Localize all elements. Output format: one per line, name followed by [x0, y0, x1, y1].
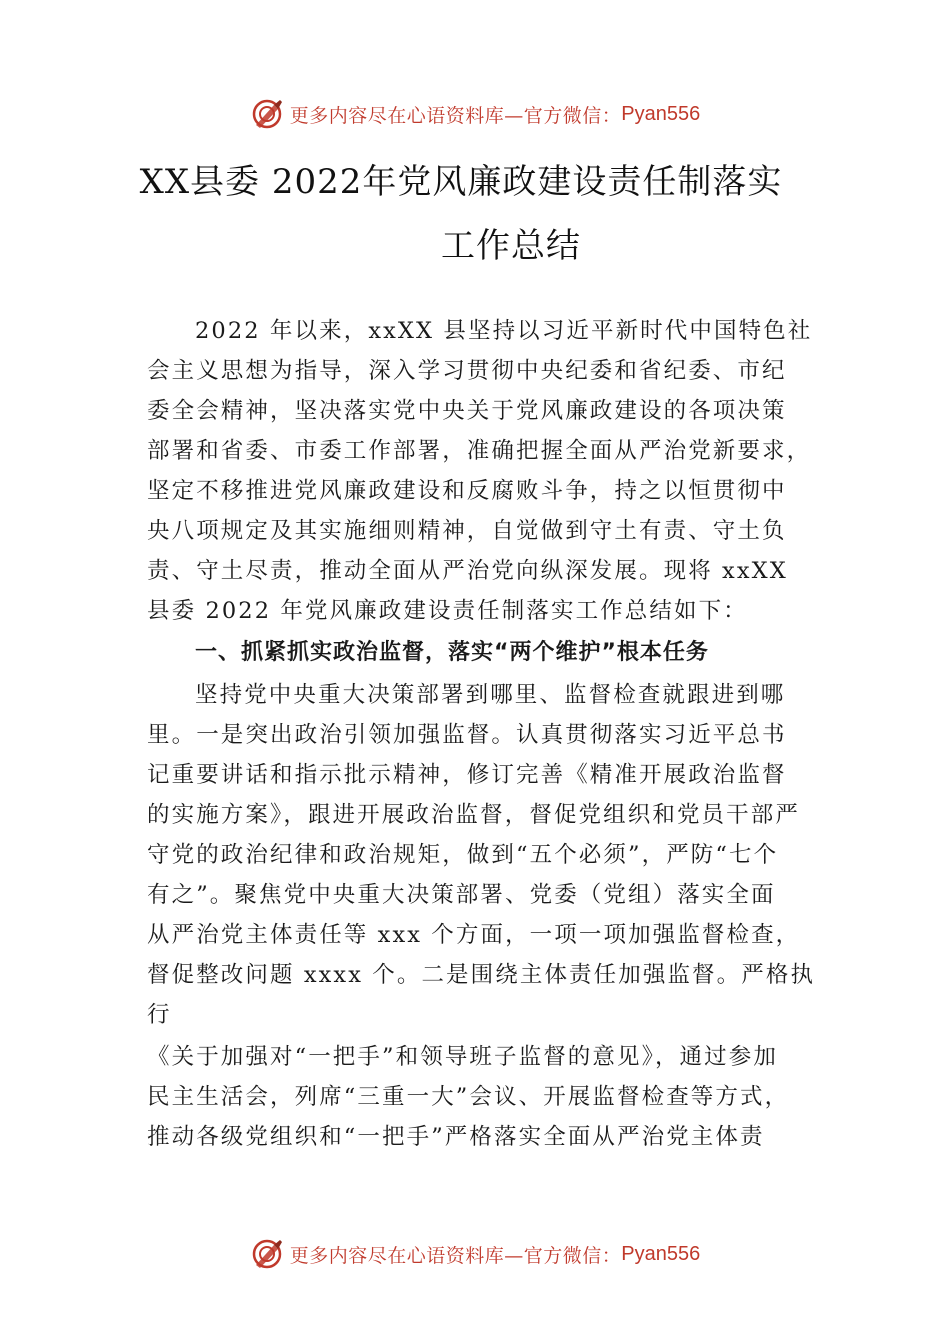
heading-text: 一、抓紧抓实政治监督，落实“两个维护”根本任务 [195, 640, 709, 665]
text-line: 督促整改问题 xxxx 个。二是围绕主体责任加强监督。严格执 [147, 962, 816, 988]
watermark-text: 更多内容尽在心语资料库—官方微信： [289, 1244, 622, 1267]
wechat-id: Pyan556 [621, 1242, 701, 1265]
text-line: 守党的政治纪律和政治规矩，做到“五个必须”，严防“七个 [147, 842, 779, 868]
footer-watermark [0, 1234, 950, 1274]
text-line: 的实施方案》，跟进开展政治监督，督促党组织和党员干部严 [147, 802, 800, 828]
text-line: 从严治党主体责任等 xxx 个方面，一项一项加强监督检查， [147, 922, 801, 948]
header-watermark [0, 94, 950, 134]
text-line: 县委 2022 年党风廉政建设责任制落实工作总结如下： [147, 598, 748, 624]
text-line: 会主义思想为指导，深入学习贯彻中央纪委和省纪委、市纪 [147, 358, 787, 384]
document-title-line1: XX县委 2022年党风廉政建设责任制落实 [139, 162, 783, 202]
pen-logo-icon [250, 1237, 284, 1271]
text-line: 民主生活会，列席“三重一大”会议、开展监督检查等方式， [147, 1084, 790, 1110]
watermark-text: 更多内容尽在心语资料库—官方微信： [289, 104, 622, 127]
text-line: 记重要讲话和指示批示精神，修订完善《精准开展政治监督 [147, 762, 787, 788]
text-line: 部署和省委、市委工作部署，准确把握全面从严治党新要求， [147, 438, 812, 464]
pen-logo-icon [250, 97, 284, 131]
text-line: 2022 年以来，xxXX 县坚持以习近平新时代中国特色社 [195, 318, 813, 344]
text-line: 责、守土尽责，推动全面从严治党向纵深发展。现将 xxXX [147, 558, 788, 584]
text-line: 坚持党中央重大决策部署到哪里、监督检查就跟进到哪 [195, 682, 786, 708]
text-line: 央八项规定及其实施细则精神，自觉做到守土有责、守土负 [147, 518, 787, 544]
text-line: 推动各级党组织和“一把手”严格落实全面从严治党主体责 [147, 1124, 765, 1150]
text-line: 委全会精神，坚决落实党中央关于党风廉政建设的各项决策 [147, 398, 787, 424]
text-line: 里。一是突出政治引领加强监督。认真贯彻落实习近平总书 [147, 722, 787, 748]
wechat-id: Pyan556 [621, 102, 701, 125]
text-line: 行 [147, 1002, 172, 1028]
text-line: 《关于加强对“一把手”和领导班子监督的意见》，通过参加 [147, 1044, 778, 1070]
document-title-line2: 工作总结 [441, 226, 581, 266]
text-line: 坚定不移推进党风廉政建设和反腐败斗争，持之以恒贯彻中 [147, 478, 787, 504]
text-line: 有之”。聚焦党中央重大决策部署、党委（党组）落实全面 [147, 882, 776, 908]
